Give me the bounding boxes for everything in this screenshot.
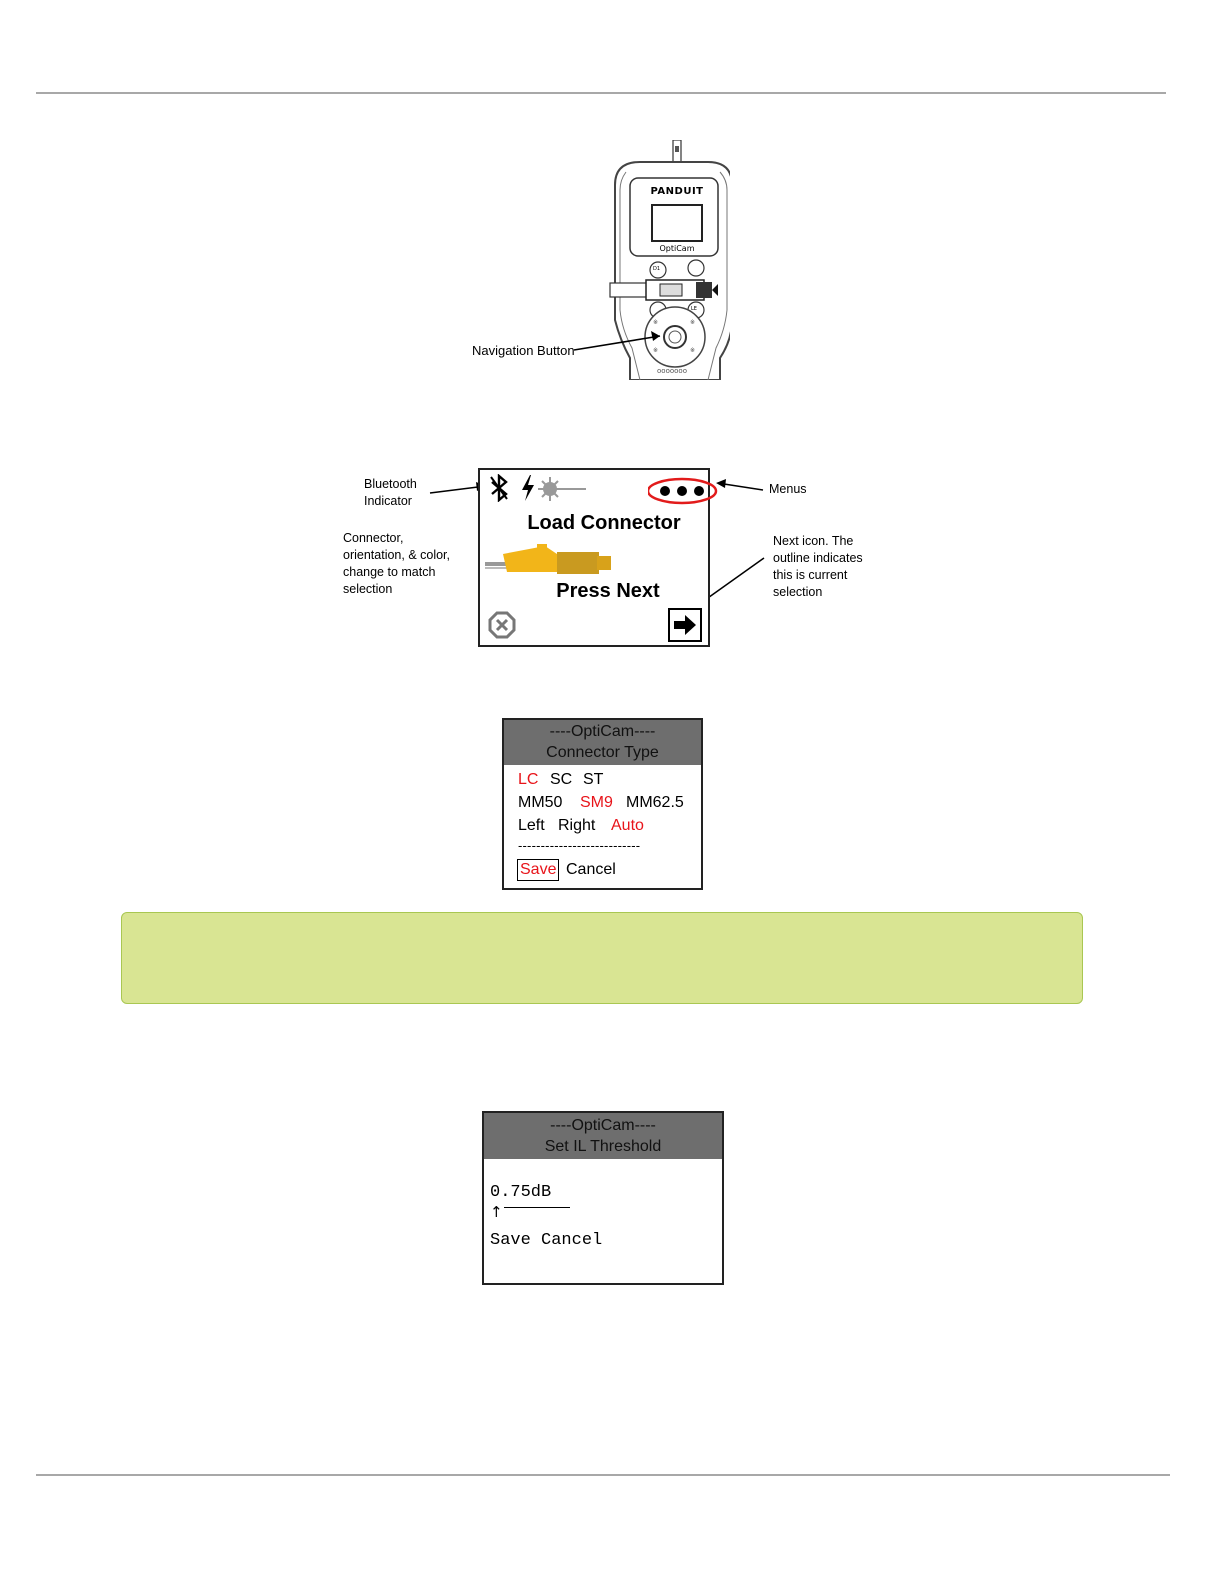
svg-text:※: ※ <box>653 319 659 326</box>
threshold-actions[interactable]: Save Cancel <box>490 1231 603 1250</box>
callout-line: this is current <box>773 568 848 582</box>
option-st[interactable]: ST <box>583 771 604 788</box>
cancel-button[interactable]: Cancel <box>566 861 616 878</box>
callout-line: Connector, <box>343 531 404 545</box>
save-button[interactable]: Save <box>517 859 559 881</box>
value-underline <box>504 1207 570 1208</box>
callout-line: Indicator <box>364 494 412 508</box>
callout-line: Next icon. The <box>773 534 854 548</box>
port-label-left: D1 <box>653 266 661 272</box>
connector-image <box>485 540 615 585</box>
option-auto[interactable]: Auto <box>611 817 644 834</box>
menu-dots-icon[interactable] <box>648 476 720 511</box>
menu-header <box>504 720 701 765</box>
option-left[interactable]: Left <box>518 817 545 834</box>
option-sc[interactable]: SC <box>550 771 573 788</box>
footer-rule <box>36 1474 1170 1476</box>
device-name-label: OptiCam <box>659 244 695 253</box>
option-sm9[interactable]: SM9 <box>580 794 613 811</box>
load-connector-screen <box>478 468 710 647</box>
power-icon <box>520 474 536 507</box>
callout-line: selection <box>773 585 823 599</box>
callout-line: change to match <box>343 565 436 579</box>
note-box <box>121 912 1083 1004</box>
next-arrow-icon[interactable] <box>668 608 702 647</box>
menu-header-subtitle: Set IL Threshold <box>544 1138 662 1155</box>
cursor-arrow-icon: ↑ <box>490 1203 503 1221</box>
menu-header-title: ----OptiCam---- <box>549 723 656 740</box>
menu-header-subtitle: Connector Type <box>546 744 659 761</box>
svg-text:ooooooo: ooooooo <box>657 367 687 375</box>
cancel-icon[interactable] <box>488 611 516 644</box>
option-mm62-5[interactable]: MM62.5 <box>626 794 684 811</box>
option-lc[interactable]: LC <box>518 771 539 788</box>
menu-header-title: ----OptiCam---- <box>550 1117 656 1134</box>
menu-body <box>504 765 701 887</box>
press-next-prompt: Press Next <box>556 580 660 602</box>
load-connector-title: Load Connector <box>527 512 681 534</box>
callout-line: outline indicates <box>773 551 863 565</box>
option-right[interactable]: Right <box>558 817 596 834</box>
svg-text:※: ※ <box>653 347 659 354</box>
menu-header <box>484 1113 722 1159</box>
bluetooth-icon <box>488 474 510 507</box>
navigation-button-callout: Navigation Button <box>472 343 575 358</box>
svg-text:※: ※ <box>690 347 696 354</box>
il-threshold-menu <box>482 1111 724 1285</box>
callout-line: selection <box>343 582 393 596</box>
menu-body <box>484 1159 722 1283</box>
brand-logo: PANDUIT <box>650 186 704 197</box>
svg-text:※: ※ <box>690 319 696 326</box>
port-label-right: LE <box>691 306 697 312</box>
callout-line: orientation, & color, <box>343 548 451 562</box>
option-mm50[interactable]: MM50 <box>518 794 563 811</box>
menus-callout: Menus <box>769 482 807 496</box>
callout-line: Bluetooth <box>364 477 417 491</box>
connector-type-menu <box>502 718 703 890</box>
menu-divider: --------------------------- <box>518 838 641 853</box>
laser-icon <box>538 476 588 507</box>
threshold-value[interactable]: 0.75dB <box>490 1183 552 1202</box>
